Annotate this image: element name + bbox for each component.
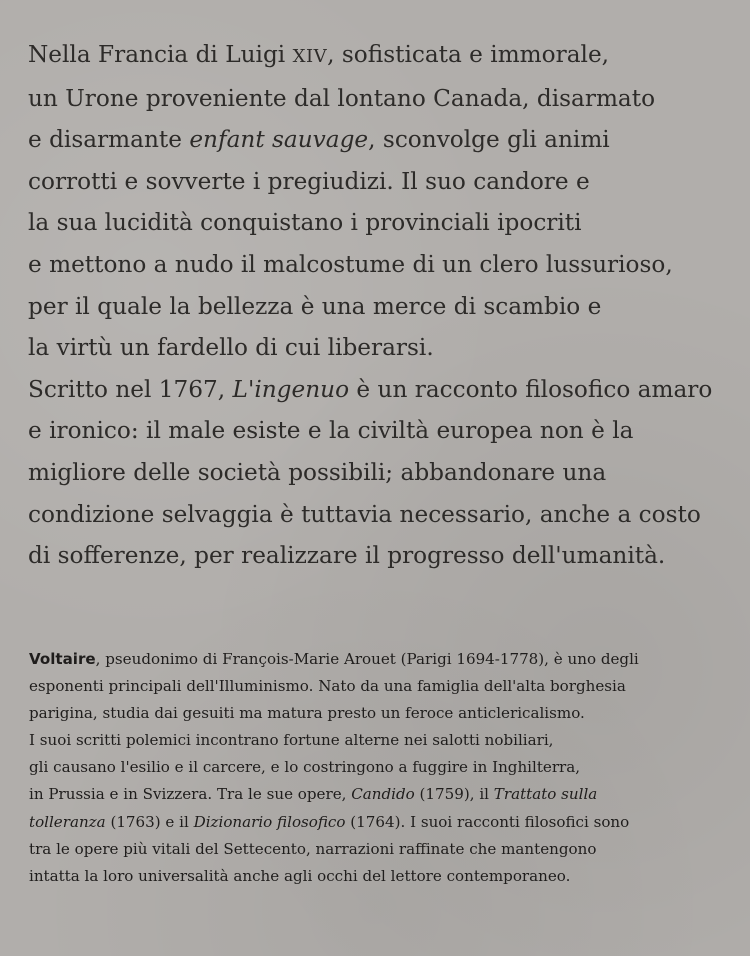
author-bio <box>29 646 734 890</box>
blurb-line: e ironico: il male esiste e la civiltà europea non è la <box>28 417 634 445</box>
work-title-italic: Candido <box>351 785 415 804</box>
blurb-line: la sua lucidità conquistano i provinciali ipocriti <box>28 209 582 237</box>
blurb-line: Scritto nel 1767, L'ingenuo è un racconto filosofico amaro <box>28 375 713 403</box>
blurb-line: condizione selvaggia è tuttavia necessario, anche a costo <box>28 500 701 528</box>
work-title-italic: Trattato sulla <box>493 785 598 804</box>
bio-line: parigina, studia dai gesuiti ma matura presto un feroce anticlericalismo. <box>29 704 585 723</box>
work-title-italic: Dizionario filosofico <box>193 812 346 831</box>
bio-line: I suoi scritti polemici incontrano fortune alterne nei salotti nobiliari, <box>29 731 554 750</box>
book-title-italic: L'ingenuo <box>232 375 350 403</box>
bio-line: in Prussia e in Svizzera. Tra le sue opere, Candido (1759), il Trattato sulla <box>29 785 598 804</box>
bio-line: Voltaire, pseudonimo di François-Marie Arouet (Parigi 1694-1778), è uno degli <box>29 650 639 668</box>
roman-numeral: XIV <box>292 46 328 67</box>
blurb-line: Nella Francia di Luigi XIV, sofisticata e immorale, <box>28 41 610 68</box>
bio-line: tra le opere più vitali del Settecento, narrazioni raffinate che mantengono <box>29 839 597 858</box>
blurb-line: per il quale la bellezza è una merce di scambio e <box>28 292 602 320</box>
blurb-line: corrotti e sovverte i pregiudizi. Il suo candore e <box>28 167 590 195</box>
blurb-line: migliore delle società possibili; abbandonare una <box>28 458 607 486</box>
bio-line: tolleranza (1763) e il Dizionario filosofico (1764). I suoi racconti filosofici sono <box>29 812 630 831</box>
blurb-line: un Urone proveniente dal lontano Canada, disarmato <box>28 84 656 112</box>
work-title-italic: tolleranza <box>29 812 106 831</box>
blurb-paragraph <box>28 34 733 577</box>
blurb-line: di sofferenze, per realizzare il progresso dell'umanità. <box>28 542 666 570</box>
italic-phrase: enfant sauvage <box>189 126 369 154</box>
blurb-line: la virtù un fardello di cui liberarsi. <box>28 334 434 362</box>
author-name: Voltaire <box>29 650 96 668</box>
bio-line: esponenti principali dell'Illuminismo. Nato da una famiglia dell'alta borghesia <box>29 677 626 696</box>
blurb-line: e mettono a nudo il malcostume di un clero lussurioso, <box>28 250 673 278</box>
blurb-line: e disarmante enfant sauvage, sconvolge gli animi <box>28 126 610 154</box>
bio-line: gli causano l'esilio e il carcere, e lo costringono a fuggire in Inghilterra, <box>29 758 581 777</box>
bio-line: intatta la loro universalità anche agli occhi del lettore contemporaneo. <box>29 866 571 885</box>
